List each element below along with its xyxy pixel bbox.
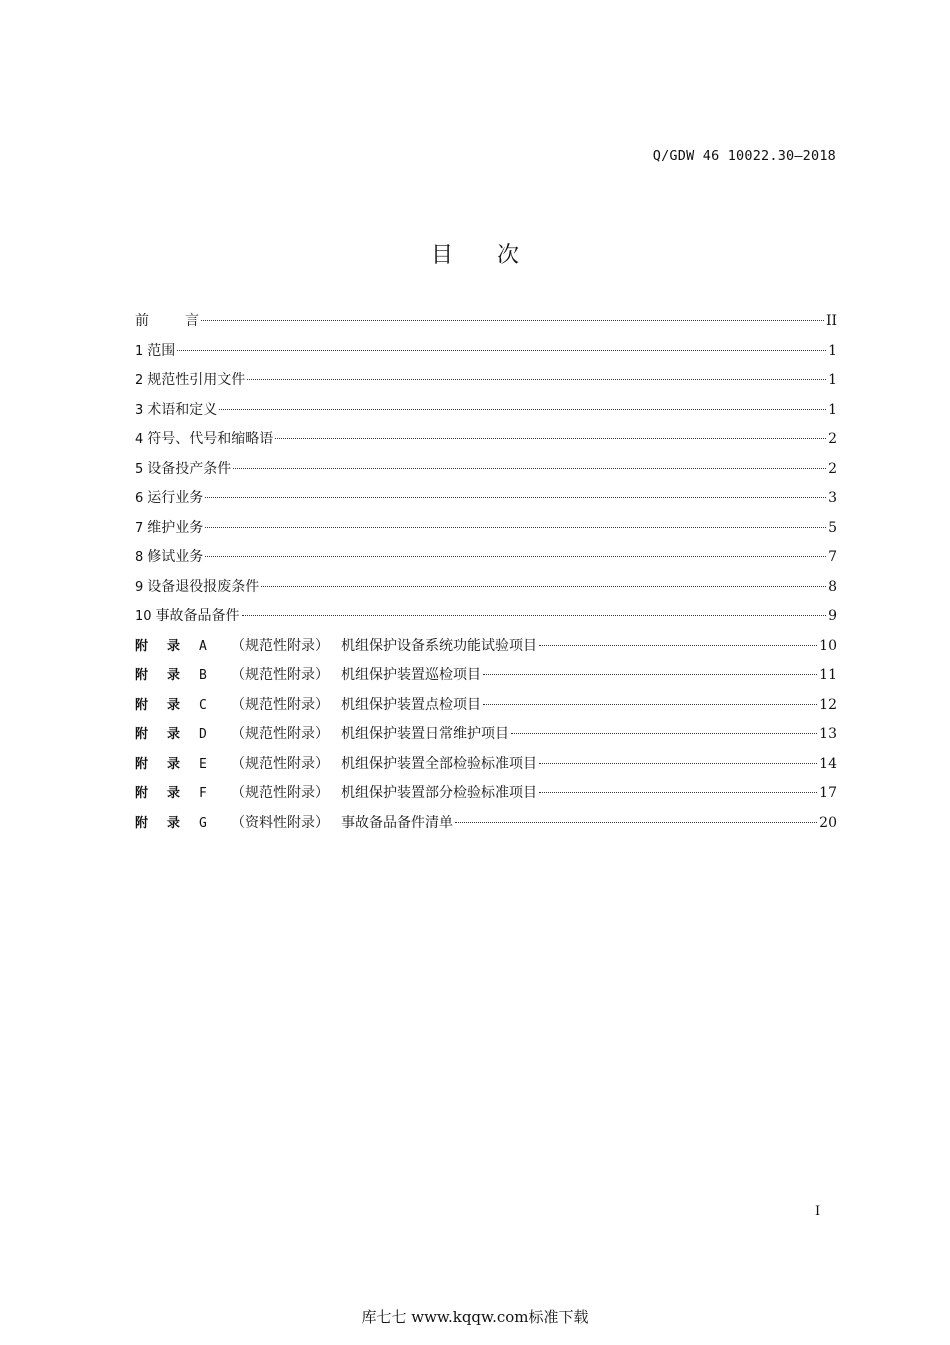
appendix-title: 机组保护装置部分检验标准项目 — [341, 785, 537, 801]
toc-entry-label — [135, 782, 537, 805]
toc-entry-label — [135, 753, 537, 776]
dot-leader — [205, 556, 826, 557]
dot-leader — [205, 527, 826, 528]
section-title: 修试业务 — [147, 549, 204, 565]
toc-page-number: 5 — [828, 519, 837, 536]
toc-entry-label — [135, 310, 199, 332]
section-title: 符号、代号和缩略语 — [147, 431, 274, 447]
toc-entry-label — [135, 605, 240, 628]
toc-page-number: 1 — [828, 401, 837, 418]
toc-entry-label — [135, 812, 453, 835]
page-number: I — [815, 1204, 821, 1219]
toc-page-number: 20 — [819, 814, 837, 831]
toc-entry-label — [135, 458, 231, 481]
section-title: 规范性引用文件 — [147, 372, 246, 388]
appendix-char-2: 录 — [167, 786, 181, 801]
section-title: 术语和定义 — [147, 401, 218, 418]
toc-page-number: 2 — [828, 431, 837, 447]
section-number: 6 — [135, 491, 144, 506]
dot-leader — [539, 645, 817, 646]
appendix-letter: G — [199, 815, 207, 831]
toc-entry-section[interactable] — [135, 458, 837, 488]
section-number: 5 — [135, 461, 144, 477]
appendix-char-2: 录 — [167, 697, 181, 713]
toc-page-number: 1 — [828, 342, 837, 359]
dot-leader — [539, 792, 817, 793]
appendix-letter: B — [199, 668, 207, 683]
dot-leader — [201, 320, 824, 321]
toc-entry-label — [135, 428, 273, 451]
toc-entry-section[interactable] — [135, 576, 837, 606]
appendix-kind: （规范性附录） — [231, 667, 329, 683]
appendix-letter: A — [199, 638, 207, 654]
section-title: 设备投产条件 — [147, 460, 232, 477]
toc-page-number: 7 — [828, 549, 837, 565]
section-title: 设备退役报废条件 — [147, 578, 260, 595]
appendix-kind: （规范性附录） — [231, 755, 329, 772]
toc-page-number: 10 — [819, 637, 837, 654]
footer-watermark-text: 库七七 www.kqqw.com标准下载 — [361, 1308, 589, 1326]
standard-code: Q/GDW 46 10022.30—2018 — [652, 148, 836, 164]
appendix-letter: E — [199, 756, 207, 772]
appendix-kind: （规范性附录） — [231, 637, 329, 654]
appendix-char-1: 附 — [135, 756, 149, 772]
toc-page-number: 1 — [828, 372, 837, 388]
preface-char-2: 言 — [185, 313, 199, 329]
toc-page-number: 12 — [819, 696, 837, 713]
toc-entry-label — [135, 369, 245, 392]
toc-title: 目次 — [430, 243, 563, 268]
toc-entry-appendix[interactable] — [135, 635, 837, 665]
appendix-char-2: 录 — [167, 727, 181, 742]
toc-entry-label — [135, 723, 509, 746]
toc-entry-section[interactable] — [135, 546, 837, 576]
toc-entry-appendix[interactable] — [135, 694, 837, 724]
appendix-title: 机组保护设备系统功能试验项目 — [341, 637, 537, 654]
toc-entry-label — [135, 340, 175, 363]
toc-entry-label — [135, 546, 203, 569]
toc-entry-appendix[interactable] — [135, 782, 837, 812]
section-number: 3 — [135, 402, 144, 418]
section-title: 事故备品备件 — [155, 608, 240, 624]
toc-entry-appendix[interactable] — [135, 723, 837, 753]
toc-page-number: 8 — [828, 578, 837, 595]
toc-entry-appendix[interactable] — [135, 812, 837, 842]
toc-entry-section[interactable] — [135, 517, 837, 547]
dot-leader — [219, 409, 826, 410]
dot-leader — [177, 350, 826, 351]
dot-leader — [483, 674, 817, 675]
section-title: 运行业务 — [147, 490, 204, 506]
toc-page-number: 9 — [828, 608, 837, 624]
appendix-char-2: 录 — [167, 756, 181, 772]
dot-leader — [242, 615, 827, 616]
appendix-title: 机组保护装置全部检验标准项目 — [341, 755, 537, 772]
toc-entry-label — [135, 635, 537, 658]
toc-entry-section[interactable] — [135, 605, 837, 635]
toc-entry-section[interactable] — [135, 340, 837, 370]
toc-entry-label — [135, 694, 481, 717]
toc-entry-label — [135, 487, 203, 510]
table-of-contents — [135, 310, 837, 841]
appendix-char-1: 附 — [135, 697, 149, 713]
toc-page-number: 17 — [819, 785, 837, 801]
appendix-char-1: 附 — [135, 638, 149, 654]
toc-page-number: 3 — [828, 490, 837, 506]
appendix-char-2: 录 — [167, 815, 181, 831]
appendix-letter: F — [199, 786, 207, 801]
dot-leader — [483, 704, 817, 705]
dot-leader — [539, 763, 817, 764]
section-number: 4 — [135, 432, 144, 447]
dot-leader — [511, 733, 817, 734]
toc-entry-label — [135, 517, 203, 540]
appendix-kind: （规范性附录） — [231, 785, 329, 801]
appendix-kind: （规范性附录） — [231, 726, 329, 742]
toc-page-number: 2 — [828, 460, 837, 477]
section-number: 9 — [135, 579, 144, 595]
dot-leader — [275, 438, 826, 439]
appendix-title: 机组保护装置巡检项目 — [341, 667, 481, 683]
appendix-kind: （资料性附录） — [231, 814, 329, 831]
dot-leader — [261, 586, 826, 587]
toc-page-number: 11 — [819, 667, 837, 683]
appendix-char-1: 附 — [135, 668, 149, 683]
appendix-letter: C — [199, 697, 207, 713]
appendix-kind: （规范性附录） — [231, 696, 329, 713]
dot-leader — [205, 497, 826, 498]
toc-page-number: 14 — [819, 755, 837, 772]
toc-entry-label — [135, 399, 217, 422]
dot-leader — [233, 468, 826, 469]
appendix-char-1: 附 — [135, 786, 149, 801]
appendix-char-1: 附 — [135, 815, 149, 831]
toc-entry-appendix[interactable] — [135, 664, 837, 694]
toc-entry-section[interactable] — [135, 487, 837, 517]
toc-entry-label — [135, 576, 259, 599]
toc-entry-section[interactable] — [135, 369, 837, 399]
toc-page-number: 13 — [819, 726, 837, 742]
section-number: 10 — [135, 609, 152, 624]
appendix-title: 机组保护装置点检项目 — [341, 696, 481, 713]
toc-entry-section[interactable] — [135, 428, 837, 458]
section-number: 8 — [135, 550, 144, 565]
dot-leader — [247, 379, 826, 380]
dot-leader — [455, 822, 817, 823]
appendix-title: 机组保护装置日常维护项目 — [341, 726, 509, 742]
section-title: 范围 — [147, 342, 176, 359]
toc-page-number: II — [825, 313, 837, 329]
section-title: 维护业务 — [147, 519, 204, 536]
preface-char-1: 前 — [135, 313, 149, 329]
section-number: 7 — [135, 520, 144, 536]
section-number: 2 — [135, 373, 144, 388]
appendix-title: 事故备品备件清单 — [341, 814, 453, 831]
toc-entry-section[interactable] — [135, 399, 837, 429]
toc-entry-appendix[interactable] — [135, 753, 837, 783]
appendix-letter: D — [199, 727, 207, 742]
appendix-char-2: 录 — [167, 668, 181, 683]
appendix-char-2: 录 — [167, 638, 181, 654]
section-number: 1 — [135, 343, 144, 359]
appendix-char-1: 附 — [135, 727, 149, 742]
toc-entry-preface[interactable] — [135, 310, 837, 340]
toc-entry-label — [135, 664, 481, 687]
